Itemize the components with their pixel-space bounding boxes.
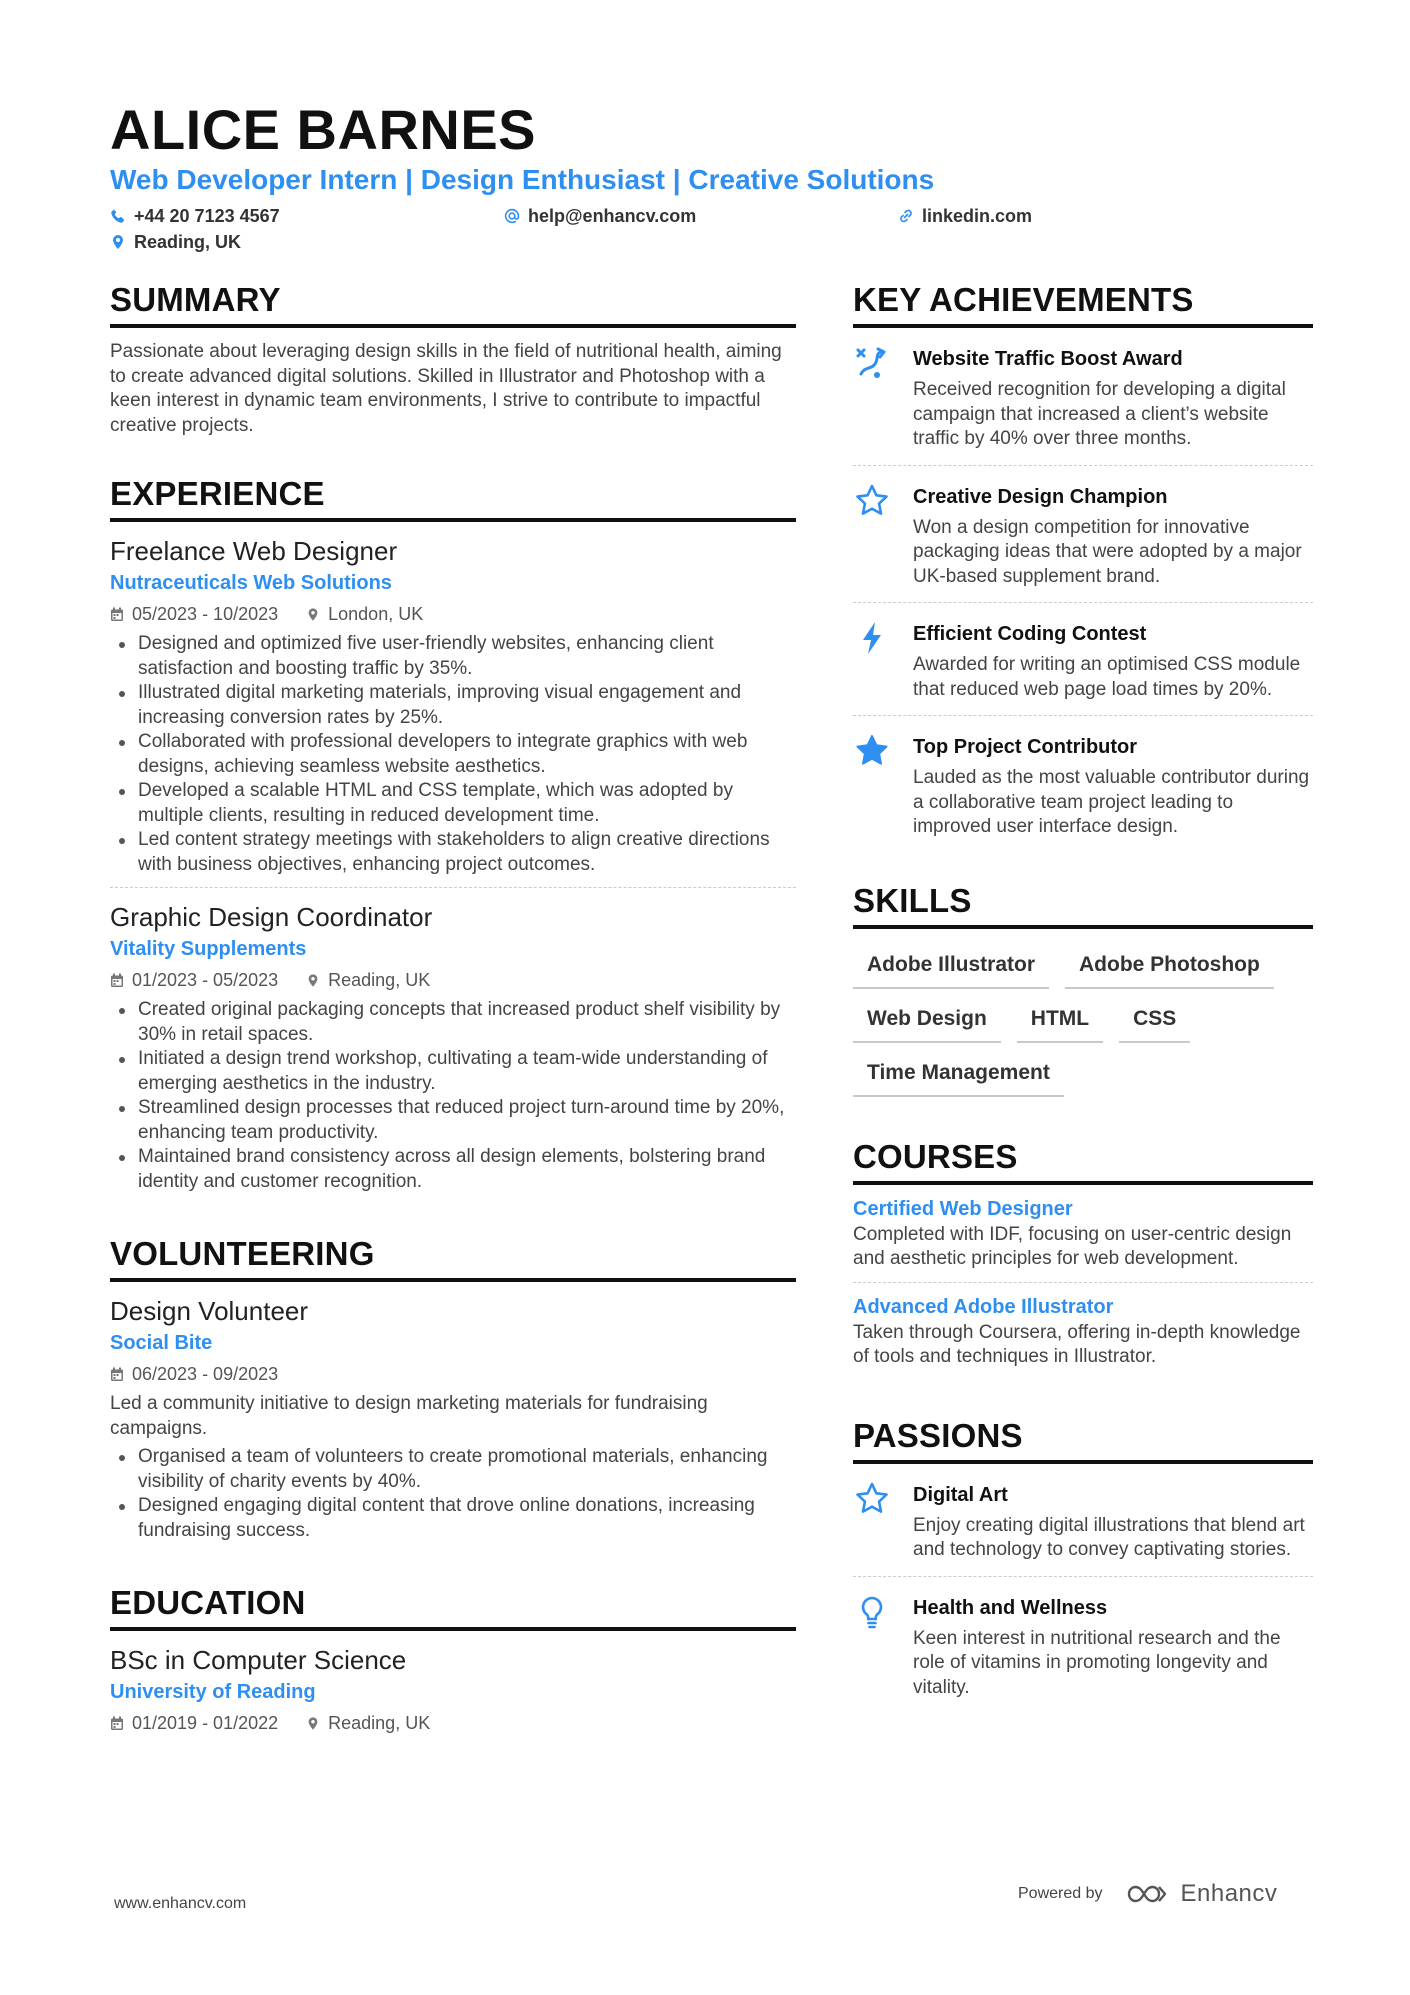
volunteer-meta xyxy=(110,1360,796,1388)
experience-entry xyxy=(110,887,796,1204)
contact-location xyxy=(110,230,241,254)
summary-section xyxy=(110,280,796,438)
contact-link[interactable] xyxy=(898,204,1032,228)
job-meta xyxy=(110,600,796,628)
education-dates-text: 01/2019 - 01/2022 xyxy=(132,1713,279,1733)
bullet-item: Led content strategy meetings with stakeholders to align creative directions with business objectives, enhancing project outcomes. xyxy=(110,828,796,877)
bullet-item: Developed a scalable HTML and CSS template, which was adopted by multiple clients, resulting in reduced development time. xyxy=(110,779,796,828)
company-name: Nutraceuticals Web Solutions xyxy=(110,572,392,594)
contact-email[interactable] xyxy=(504,204,696,228)
lightning-icon xyxy=(853,619,895,702)
map-pin-icon xyxy=(306,607,320,622)
volunteer-dates-text: 06/2023 - 09/2023 xyxy=(132,1364,279,1384)
skills-heading: SKILLS xyxy=(853,881,1313,929)
passions-list xyxy=(853,1464,1313,1714)
education-entry xyxy=(110,1631,796,1747)
calendar-icon xyxy=(110,1367,124,1382)
volunteer-entry xyxy=(110,1282,796,1553)
job-location-text: London, UK xyxy=(328,604,424,624)
passion-description: Enjoy creating digital illustrations that blend art and technology to convey captivating stories. xyxy=(913,1514,1305,1560)
passion-description: Keen interest in nutritional research and the role of vitamins in promoting longevity and vitality. xyxy=(913,1627,1281,1698)
job-dates-text: 05/2023 - 10/2023 xyxy=(132,604,279,624)
passion xyxy=(853,1464,1313,1576)
at-sign-icon xyxy=(504,208,520,224)
achievement-description: Won a design competition for innovative packaging ideas that were adopted by a major UK-based supplement brand. xyxy=(913,516,1302,587)
phone-text: +44 20 7123 4567 xyxy=(134,206,280,226)
passion-body xyxy=(913,1480,1313,1563)
bullet-item: Initiated a design trend workshop, cultivating a team-wide understanding of emerging aesthetics in the industry. xyxy=(110,1047,796,1096)
skills-section xyxy=(853,881,1313,1097)
company-name: Vitality Supplements xyxy=(110,938,307,960)
enhancv-logo-icon xyxy=(1125,1882,1171,1906)
passion xyxy=(853,1576,1313,1714)
skill-tag: Time Management xyxy=(853,1053,1064,1097)
achievement-title: Top Project Contributor xyxy=(913,736,1138,758)
star-outline-icon xyxy=(853,1480,895,1563)
achievement-body xyxy=(913,732,1313,840)
skill-tag: HTML xyxy=(1017,999,1103,1043)
brand-name: Enhancv xyxy=(1180,1880,1278,1907)
education-location-text: Reading, UK xyxy=(328,1713,431,1733)
bullet-item: Illustrated digital marketing materials, improving visual engagement and increasing conversion rates by 25%. xyxy=(110,681,796,730)
education-meta xyxy=(110,1709,796,1737)
footer-branding xyxy=(1018,1880,1277,1908)
passions-heading: PASSIONS xyxy=(853,1416,1313,1464)
bullet-item: Collaborated with professional developers to integrate graphics with web designs, achieving seamless website aesthetics. xyxy=(110,730,796,779)
bullet-item: Created original packaging concepts that increased product shelf visibility by 30% in retail spaces. xyxy=(110,998,796,1047)
job-title: Graphic Design Coordinator xyxy=(110,902,433,932)
achievement-title: Efficient Coding Contest xyxy=(913,623,1147,645)
calendar-icon xyxy=(110,1716,124,1731)
passions-section xyxy=(853,1416,1313,1714)
course-title: Certified Web Designer xyxy=(853,1197,1073,1220)
courses-list xyxy=(853,1185,1313,1380)
achievement xyxy=(853,465,1313,603)
education-location xyxy=(306,1709,430,1737)
course-entry xyxy=(853,1185,1313,1282)
education-heading: EDUCATION xyxy=(110,1583,796,1631)
summary-text: Passionate about leveraging design skills in the field of nutritional health, aiming to create advanced digital solutions. Skilled in Illustrator and Photoshop with a keen interest in dynamic team environments, I strive to contribute to impactful creative projects. xyxy=(110,341,782,436)
volunteer-org: Social Bite xyxy=(110,1332,213,1354)
skills-list xyxy=(853,945,1313,1097)
achievement-description: Lauded as the most valuable contributor during a collaborative team project leading to improved user interface design. xyxy=(913,767,1310,837)
degree: BSc in Computer Science xyxy=(110,1645,407,1675)
achievement-description: Awarded for writing an optimised CSS module that reduced web page load times by 20%. xyxy=(913,654,1301,700)
volunteering-heading: VOLUNTEERING xyxy=(110,1234,796,1282)
right-column xyxy=(853,280,1313,1743)
calendar-icon xyxy=(110,607,124,622)
school: University of Reading xyxy=(110,1681,316,1703)
link-icon xyxy=(898,208,914,224)
job-location xyxy=(306,966,430,994)
map-pin-icon xyxy=(110,234,126,250)
skill-tag: Web Design xyxy=(853,999,1001,1043)
calendar-icon xyxy=(110,973,124,988)
job-dates xyxy=(110,600,278,628)
achievements-heading: KEY ACHIEVEMENTS xyxy=(853,280,1313,328)
volunteer-bullets xyxy=(110,1445,796,1543)
job-meta xyxy=(110,966,796,994)
job-bullets xyxy=(110,632,796,877)
footer-website[interactable]: www.enhancv.com xyxy=(114,1895,247,1912)
contact-phone xyxy=(110,204,280,228)
experience-heading: EXPERIENCE xyxy=(110,474,796,522)
lightbulb-icon xyxy=(853,1593,895,1701)
achievement-body xyxy=(913,344,1313,452)
email-text: help@enhancv.com xyxy=(528,206,697,226)
link-text: linkedin.com xyxy=(922,206,1033,226)
skill-tag: Adobe Photoshop xyxy=(1065,945,1274,989)
achievement-body xyxy=(913,619,1313,702)
achievement-body xyxy=(913,482,1313,590)
job-location-text: Reading, UK xyxy=(328,970,431,990)
experience-list xyxy=(110,522,796,1204)
experience-entry xyxy=(110,522,796,887)
course-title: Advanced Adobe Illustrator xyxy=(853,1295,1114,1318)
course-description: Completed with IDF, focusing on user-centric design and aesthetic principles for web development. xyxy=(853,1223,1292,1269)
education-section xyxy=(110,1583,796,1747)
achievement-title: Website Traffic Boost Award xyxy=(913,348,1183,370)
candidate-tagline: Web Developer Intern | Design Enthusiast | Creative Solutions xyxy=(110,164,935,195)
education-dates xyxy=(110,1709,278,1737)
bullet-item: Maintained brand consistency across all design elements, bolstering brand identity and customer recognition. xyxy=(110,1145,796,1194)
achievement xyxy=(853,328,1313,465)
achievements-list xyxy=(853,328,1313,853)
bullet-item: Designed engaging digital content that drove online donations, increasing fundraising success. xyxy=(110,1494,796,1543)
map-pin-icon xyxy=(306,973,320,988)
phone-icon xyxy=(110,208,126,224)
achievement-title: Creative Design Champion xyxy=(913,485,1168,508)
courses-section xyxy=(853,1137,1313,1380)
map-pin-icon xyxy=(306,1716,320,1731)
route-icon xyxy=(853,344,895,452)
passion-title: Digital Art xyxy=(913,1483,1008,1506)
job-dates-text: 01/2023 - 05/2023 xyxy=(132,970,279,990)
candidate-name: ALICE BARNES xyxy=(110,98,537,161)
skill-tag: Adobe Illustrator xyxy=(853,945,1049,989)
left-column xyxy=(110,280,796,1777)
course-entry xyxy=(853,1282,1313,1380)
location-text: Reading, UK xyxy=(134,232,242,252)
powered-by-text: Powered by xyxy=(1018,1885,1103,1902)
bullet-item: Organised a team of volunteers to create promotional materials, enhancing visibility of charity events by 40%. xyxy=(110,1445,796,1494)
courses-heading: COURSES xyxy=(853,1137,1313,1185)
achievement xyxy=(853,602,1313,715)
volunteering-section xyxy=(110,1234,796,1553)
star-outline-icon xyxy=(853,482,895,590)
job-title: Freelance Web Designer xyxy=(110,536,398,566)
brand-logo[interactable] xyxy=(1125,1880,1278,1908)
contact-info xyxy=(110,204,1310,260)
course-description: Taken through Coursera, offering in-depth knowledge of tools and techniques in Illustrator. xyxy=(853,1321,1301,1367)
skill-tag: CSS xyxy=(1119,999,1190,1043)
summary-heading: SUMMARY xyxy=(110,280,796,328)
achievement xyxy=(853,715,1313,853)
resume-header xyxy=(110,98,1310,260)
achievements-section xyxy=(853,280,1313,853)
passion-body xyxy=(913,1593,1313,1701)
bullet-item: Streamlined design processes that reduced project turn-around time by 20%, enhancing team productivity. xyxy=(110,1096,796,1145)
volunteer-description: Led a community initiative to design marketing materials for fundraising campaigns. xyxy=(110,1393,708,1439)
volunteer-role: Design Volunteer xyxy=(110,1296,309,1326)
experience-section xyxy=(110,474,796,1204)
passion-title: Health and Wellness xyxy=(913,1596,1108,1619)
star-filled-icon xyxy=(853,732,895,840)
volunteer-dates xyxy=(110,1360,278,1388)
achievement-description: Received recognition for developing a digital campaign that increased a client’s website traffic by 40% over three months. xyxy=(913,379,1286,449)
job-location xyxy=(306,600,423,628)
bullet-item: Designed and optimized five user-friendly websites, enhancing client satisfaction and boosting traffic by 35%. xyxy=(110,632,796,681)
job-bullets xyxy=(110,998,796,1194)
job-dates xyxy=(110,966,278,994)
